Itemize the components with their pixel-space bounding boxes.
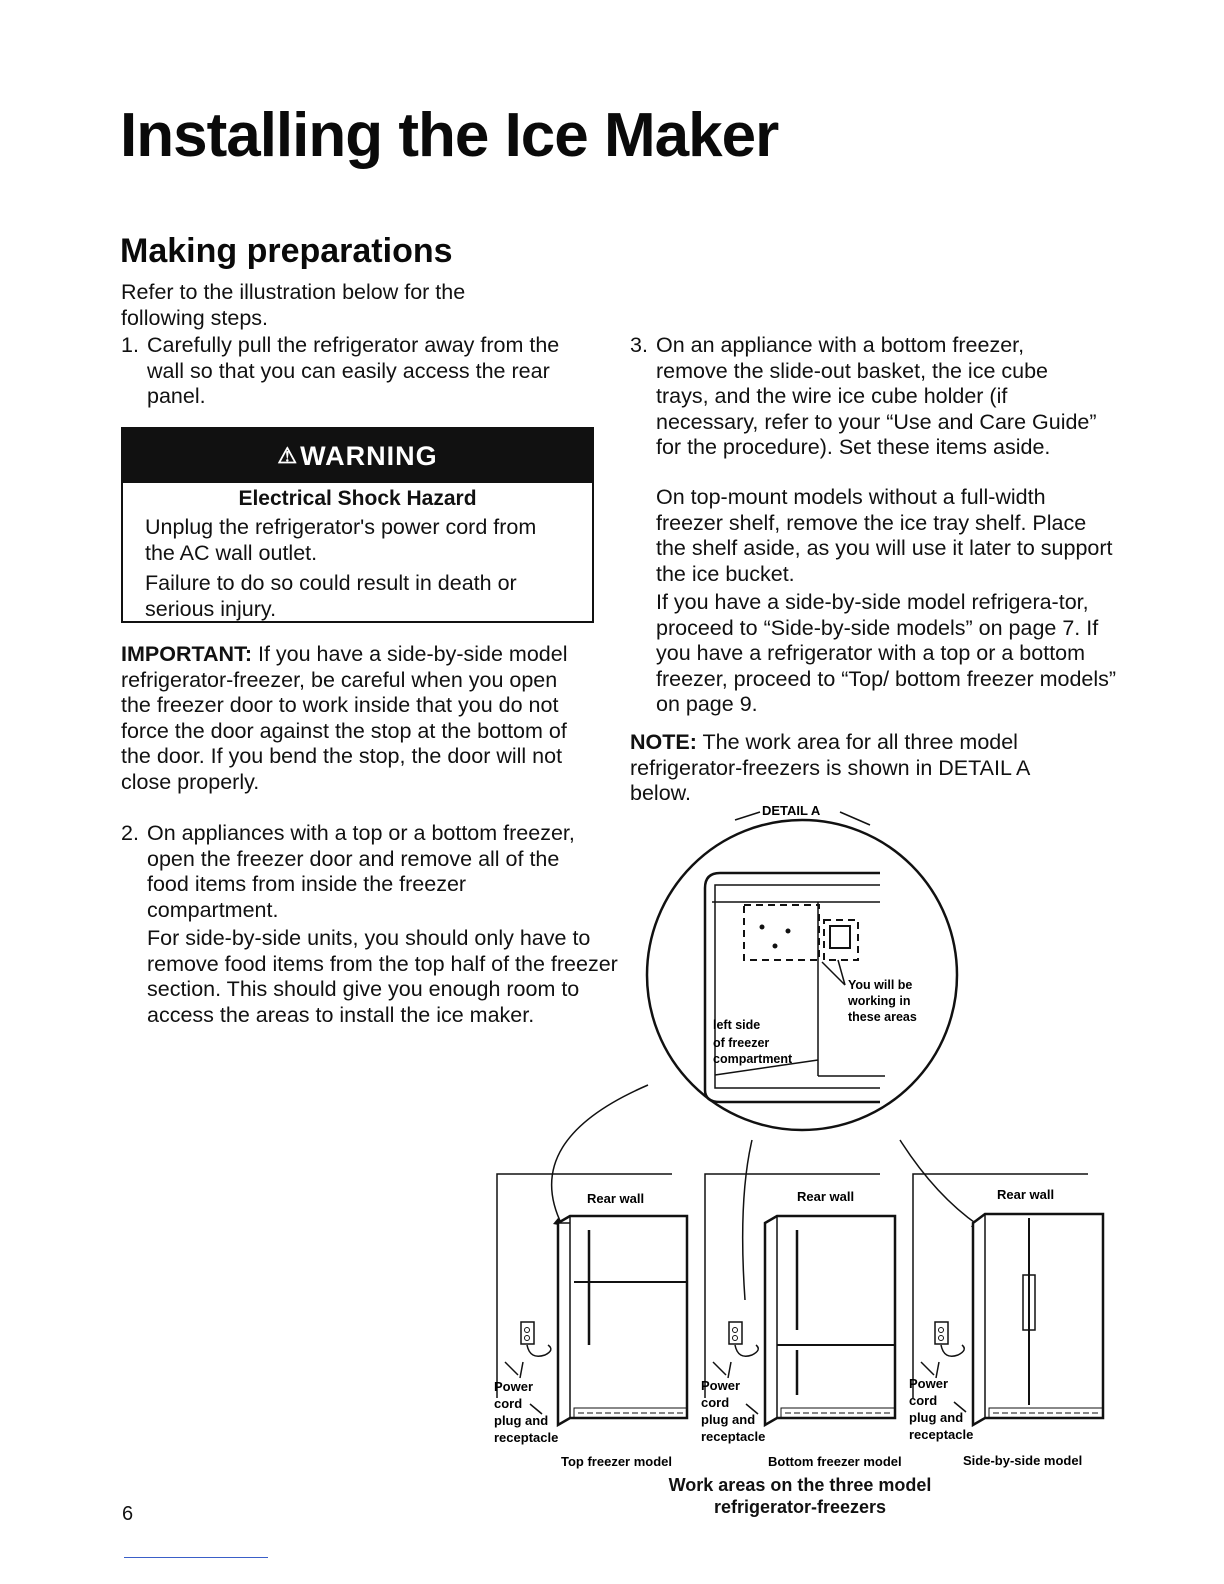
power-cord-label: Power cord plug and receptacle: [701, 1378, 766, 1444]
side-by-side-fridge: [935, 1214, 1103, 1425]
work-area-illustration: [470, 795, 1120, 1475]
rear-wall-label: Rear wall: [997, 1187, 1055, 1202]
step-text: On an appliance with a bottom freezer, remove the slide-out basket, the ice cube trays, and the wire ice cube holder (if necessary, refer to your “Use and Care Guide” for the procedure). Set these items aside.: [656, 333, 1097, 459]
step-2-continued: For side-by-side units, you should only have to remove food items from the top half of the freezer section. This should give you enough room to access the areas to install the ice maker.: [147, 926, 618, 1027]
bottom-freezer-fridge: [729, 1216, 895, 1425]
section-heading: Making preparations: [120, 232, 453, 270]
warning-label: WARNING: [300, 440, 438, 471]
detail-label: DETAIL A: [762, 803, 821, 818]
hazard-title: Electrical Shock Hazard: [238, 487, 477, 510]
power-cord-label: Power cord plug and receptacle: [909, 1376, 974, 1442]
important-label: IMPORTANT:: [121, 642, 252, 666]
step-3-para-2: On top-mount models without a full-width freezer shelf, remove the ice tray shelf. Place the shelf aside, as you will use it later to support the ice bucket.: [656, 485, 1113, 586]
important-text: If you have a side-by-side model refrigerator-freezer, be careful when you open the freezer door to work inside that you do not force the door against the stop at the bottom of the door. If you bend the stop, the door will not close properly.: [121, 642, 568, 794]
top-freezer-fridge: [521, 1216, 687, 1425]
rear-wall-label: Rear wall: [797, 1189, 855, 1204]
model-label-top-freezer: Top freezer model: [561, 1454, 673, 1469]
model-label-side-by-side: Side-by-side model: [963, 1453, 1083, 1468]
page-number: 6: [122, 1503, 134, 1525]
power-cord-label: Power cord plug and receptacle: [494, 1379, 559, 1445]
work-area-outline: [744, 905, 819, 960]
warning-header: [123, 429, 592, 483]
work-area-label: You will be working in these areas: [848, 978, 917, 1024]
step-number: 1.: [121, 333, 139, 357]
warning-box: [121, 427, 594, 623]
step-3: [630, 333, 1100, 461]
step-1: [121, 333, 591, 410]
step-number: 3.: [630, 333, 648, 357]
note-label: NOTE:: [630, 730, 697, 754]
step-text: Carefully pull the refrigerator away from the wall so that you can easily access the rear panel.: [147, 333, 560, 408]
model-label-bottom-freezer: Bottom freezer model: [768, 1454, 902, 1469]
rear-wall-label: Rear wall: [587, 1191, 645, 1206]
step-number: 2.: [121, 821, 139, 845]
footer-rule: [124, 1557, 268, 1558]
note-text: The work area for all three model refrigerator-freezers is shown in DETAIL A below.: [630, 730, 1030, 805]
page-title: Installing the Ice Maker: [120, 101, 779, 170]
step-3-para-3: If you have a side-by-side model refrigera-tor, proceed to “Side-by-side models” on page 7. If you have a refrigerator with a top or a bottom freezer, proceed to “Top/ bottom freezer models” on page 9.: [656, 590, 1117, 716]
left-side-label: left side of freezer compartment: [713, 1018, 793, 1066]
step-text: On appliances with a top or a bottom freezer, open the freezer door and remove all of the food items from inside the freezer compartment.: [147, 821, 575, 922]
warning-triangle-icon: ⚠: [277, 443, 299, 468]
figure-caption: Work areas on the three model refrigerator-freezers: [668, 1475, 932, 1517]
warning-line-2: Failure to do so could result in death or serious injury.: [145, 571, 517, 621]
warning-line-1: Unplug the refrigerator's power cord from the AC wall outlet.: [145, 515, 537, 565]
intro-text: Refer to the illustration below for the following steps.: [121, 280, 466, 330]
important-note: [121, 642, 591, 795]
detail-circle: [647, 820, 957, 1130]
